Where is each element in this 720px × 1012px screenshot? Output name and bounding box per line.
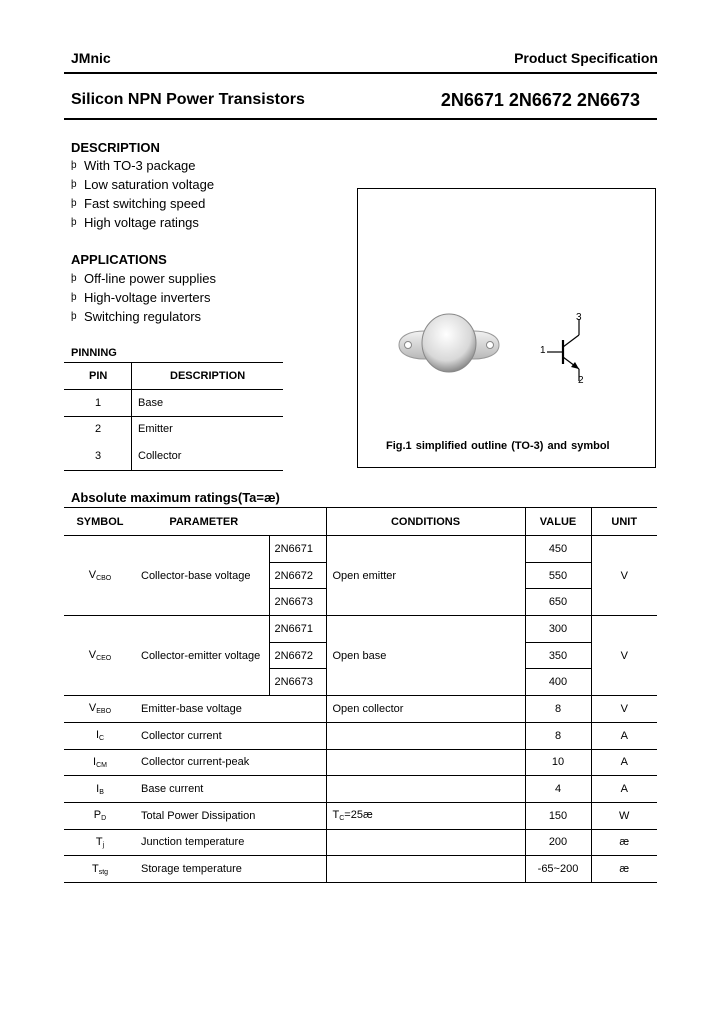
- table-row: [64, 856, 657, 883]
- conditions-header: CONDITIONS: [326, 508, 525, 536]
- figure-box: [357, 188, 656, 468]
- symbol-text: P: [93, 809, 102, 822]
- condition-value: =25æ: [344, 809, 373, 822]
- doc-type: Product Specification: [514, 50, 658, 66]
- symbol-cell: [64, 856, 136, 883]
- part-numbers: 2N6671 2N6672 2N6673: [440, 90, 640, 110]
- pin-column-header: PIN: [89, 370, 108, 382]
- value-cell: 400: [525, 669, 591, 696]
- title-rule: [64, 118, 657, 120]
- unit-header: UNIT: [591, 508, 657, 536]
- value-cell: 8: [525, 722, 591, 749]
- conditions-cell: [326, 829, 525, 856]
- list-item-text: High-voltage inverters: [84, 290, 211, 305]
- symbol-text: T: [95, 835, 103, 848]
- conditions-cell: Open base: [326, 616, 525, 696]
- table-row: [64, 749, 657, 776]
- pin1-label: 1: [540, 345, 546, 356]
- applications-list: [71, 269, 216, 326]
- value-cell: 350: [525, 642, 591, 669]
- value-cell: 8: [525, 696, 591, 723]
- symbol-text: V: [88, 702, 97, 715]
- parameter-cell: Junction temperature: [136, 829, 326, 856]
- pinning-title: PINNING: [71, 347, 117, 359]
- symbol-cell: [64, 722, 136, 749]
- symbol-subscript: CBO: [96, 575, 112, 583]
- parameter-cell: Total Power Dissipation: [136, 802, 326, 829]
- symbol-subscript: D: [101, 815, 107, 823]
- conditions-cell: Open collector: [326, 696, 525, 723]
- list-item: [71, 194, 214, 213]
- bullet-icon: þ: [71, 273, 77, 284]
- description-column-header: DESCRIPTION: [170, 370, 246, 382]
- value-cell: 200: [525, 829, 591, 856]
- unit-cell: æ: [591, 856, 657, 883]
- list-item-text: With TO-3 package: [84, 158, 196, 173]
- part-cell: 2N6671: [269, 616, 326, 643]
- unit-cell: V: [591, 696, 657, 723]
- value-cell: 550: [525, 562, 591, 589]
- parameter-cell: Collector current: [136, 722, 326, 749]
- company-name: JMnic: [71, 50, 111, 66]
- pin-number: 2: [95, 423, 102, 435]
- unit-cell: V: [591, 536, 657, 616]
- parameter-header: PARAMETER: [136, 508, 326, 536]
- list-item-text: Off-line power supplies: [84, 271, 216, 286]
- pin2-label: 2: [578, 375, 584, 386]
- table-row: [64, 829, 657, 856]
- symbol-subscript: CEO: [96, 655, 112, 663]
- bullet-icon: þ: [71, 311, 77, 322]
- pin-number: 1: [95, 397, 102, 409]
- symbol-text: I: [93, 755, 97, 768]
- list-item: [71, 156, 214, 175]
- value-cell: 10: [525, 749, 591, 776]
- parameter-cell: Base current: [136, 776, 326, 803]
- part-cell: 2N6673: [269, 589, 326, 616]
- symbol-subscript: EBO: [96, 708, 112, 716]
- pin-number: 3: [95, 450, 102, 462]
- symbol-text: I: [96, 782, 100, 795]
- list-item-text: Fast switching speed: [84, 196, 206, 211]
- unit-cell: V: [591, 616, 657, 696]
- conditions-cell: [326, 776, 525, 803]
- bullet-icon: þ: [71, 160, 77, 171]
- unit-cell: A: [591, 722, 657, 749]
- description-list: [71, 156, 214, 232]
- description-title: DESCRIPTION: [71, 140, 160, 155]
- pinning-rule-bottom: [64, 470, 283, 471]
- symbol-cell: [64, 749, 136, 776]
- bullet-icon: þ: [71, 179, 77, 190]
- value-cell: 150: [525, 802, 591, 829]
- symbol-subscript: CM: [96, 761, 107, 769]
- list-item: [71, 213, 214, 232]
- pinning-rule-header: [64, 389, 283, 390]
- symbol-text: V: [88, 569, 97, 582]
- table-row: [64, 696, 657, 723]
- list-item: [71, 269, 216, 288]
- product-family: Silicon NPN Power Transistors: [71, 91, 305, 108]
- list-item: [71, 175, 214, 194]
- symbol-cell: [64, 776, 136, 803]
- symbol-text: T: [91, 862, 99, 875]
- bullet-icon: þ: [71, 217, 77, 228]
- conditions-cell: [326, 749, 525, 776]
- bullet-icon: þ: [71, 198, 77, 209]
- parameter-cell: Collector-base voltage: [136, 536, 269, 616]
- value-cell: -65~200: [525, 856, 591, 883]
- bullet-icon: þ: [71, 292, 77, 303]
- pin3-label: 3: [576, 312, 582, 323]
- parameter-cell: Collector-emitter voltage: [136, 616, 269, 696]
- symbol-subscript: stg: [98, 868, 109, 876]
- unit-cell: A: [591, 776, 657, 803]
- list-item-text: Low saturation voltage: [84, 177, 215, 192]
- unit-cell: A: [591, 749, 657, 776]
- parameter-cell: Emitter-base voltage: [136, 696, 326, 723]
- parameter-cell: Storage temperature: [136, 856, 326, 883]
- condition-subscript: C: [339, 815, 345, 823]
- applications-title: APPLICATIONS: [71, 252, 167, 267]
- list-item-text: Switching regulators: [84, 309, 202, 324]
- table-row: [64, 616, 657, 643]
- part-cell: 2N6671: [269, 536, 326, 563]
- ratings-title: Absolute maximum ratings(Ta=æ): [71, 490, 280, 505]
- conditions-cell: [326, 802, 525, 829]
- pin-description: Collector: [138, 450, 182, 462]
- table-header-row: [64, 508, 657, 536]
- part-cell: 2N6672: [269, 562, 326, 589]
- symbol-cell: [64, 616, 136, 696]
- pin-description: Emitter: [138, 423, 173, 435]
- list-item-text: High voltage ratings: [84, 215, 199, 230]
- symbol-subscript: j: [102, 841, 105, 849]
- symbol-text: V: [88, 649, 97, 662]
- pin-description: Base: [138, 397, 164, 409]
- part-cell: 2N6672: [269, 642, 326, 669]
- conditions-cell: [326, 856, 525, 883]
- table-row: [64, 802, 657, 829]
- header-rule: [64, 72, 657, 74]
- parameter-cell: Collector current-peak: [136, 749, 326, 776]
- conditions-cell: [326, 722, 525, 749]
- symbol-subscript: B: [99, 788, 104, 796]
- symbol-subscript: C: [99, 735, 105, 743]
- part-cell: 2N6673: [269, 669, 326, 696]
- unit-cell: æ: [591, 829, 657, 856]
- value-cell: 300: [525, 616, 591, 643]
- pinning-row-rule: [64, 416, 283, 417]
- to3-package-image: [394, 307, 504, 377]
- ratings-table: [64, 507, 657, 883]
- table-row: [64, 536, 657, 563]
- unit-cell: W: [591, 802, 657, 829]
- value-cell: 4: [525, 776, 591, 803]
- symbol-header: SYMBOL: [64, 508, 136, 536]
- pinning-rule-top: [64, 362, 283, 363]
- symbol-cell: [64, 536, 136, 616]
- value-cell: 450: [525, 536, 591, 563]
- condition-symbol: T: [332, 809, 340, 822]
- value-header: VALUE: [525, 508, 591, 536]
- table-row: [64, 722, 657, 749]
- list-item: [71, 288, 216, 307]
- figure-caption: Fig.1 simplified outline (TO-3) and symbol: [386, 440, 610, 452]
- symbol-cell: [64, 829, 136, 856]
- list-item: [71, 307, 216, 326]
- conditions-cell: Open emitter: [326, 536, 525, 616]
- symbol-cell: [64, 802, 136, 829]
- table-row: [64, 776, 657, 803]
- symbol-cell: [64, 696, 136, 723]
- symbol-text: I: [95, 729, 99, 742]
- value-cell: 650: [525, 589, 591, 616]
